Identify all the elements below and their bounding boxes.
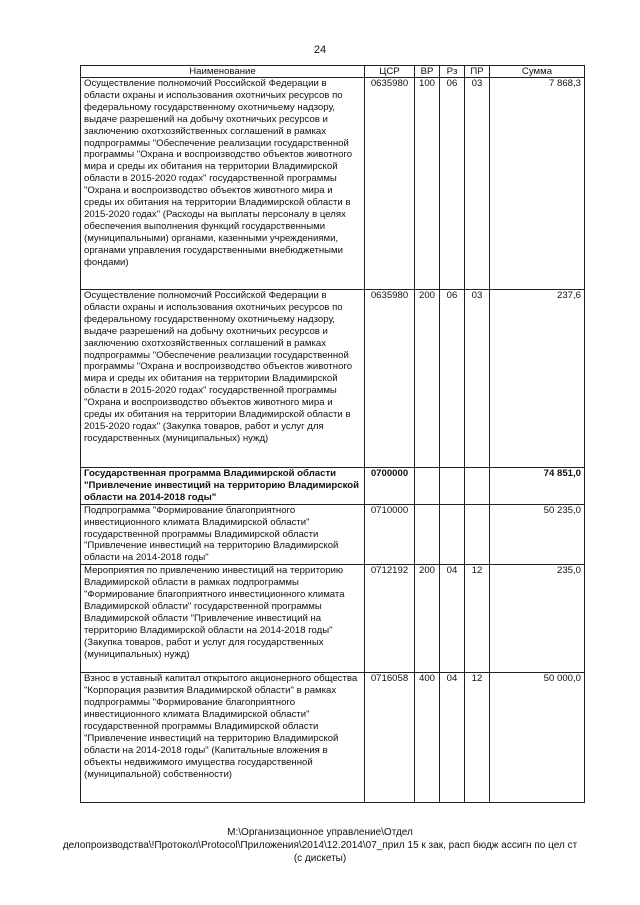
row-csr: 0635980 <box>365 290 415 468</box>
table-row <box>81 468 585 505</box>
row-name: Мероприятия по привлечению инвестиций на территорию Владимирской области в рамках подпрограммы "Формирование благоприятного инвестиционного климата Владимирской области" государственной программы Владимирской области "Привлечение инвестиций на территорию Владимирской области на 2014-2018 годы" (Закупка товаров, работ и услуг для государственных (муниципальных) нужд) <box>81 565 365 673</box>
row-csr: 0710000 <box>365 504 415 565</box>
header-rz: Рз <box>440 66 465 78</box>
footer-line-1: М:\Организационное управление\Отдел <box>227 827 413 838</box>
row-sum: 7 868,3 <box>490 78 585 290</box>
row-vr <box>415 468 440 505</box>
row-csr: 0635980 <box>365 78 415 290</box>
row-pr: 12 <box>465 673 490 803</box>
header-sum: Сумма <box>490 66 585 78</box>
row-csr: 0712192 <box>365 565 415 673</box>
footer-line-2: делопроизводства\!Протокол\Protocol\Приложения\2014\12.2014\07_прил 15 к зак, расп бюдж ассигн по цел ст <box>62 840 578 851</box>
row-rz: 06 <box>440 290 465 468</box>
row-pr: 12 <box>465 565 490 673</box>
row-sum: 235,0 <box>490 565 585 673</box>
footer-line-3: (с дискеты) <box>293 853 347 864</box>
budget-table <box>80 65 585 803</box>
row-name: Государственная программа Владимирской области "Привлечение инвестиций на территорию Владимирской области на 2014-2018 годы" <box>81 468 365 505</box>
row-vr: 100 <box>415 78 440 290</box>
row-vr: 400 <box>415 673 440 803</box>
table-row <box>81 78 585 290</box>
table-row <box>81 565 585 673</box>
row-vr: 200 <box>415 290 440 468</box>
header-pr: ПР <box>465 66 490 78</box>
row-vr <box>415 504 440 565</box>
row-pr <box>465 504 490 565</box>
table-header-row <box>81 66 585 78</box>
row-sum: 74 851,0 <box>490 468 585 505</box>
row-sum: 50 235,0 <box>490 504 585 565</box>
header-name: Наименование <box>81 66 365 78</box>
row-vr: 200 <box>415 565 440 673</box>
row-sum: 237,6 <box>490 290 585 468</box>
row-sum: 50 000,0 <box>490 673 585 803</box>
row-pr: 03 <box>465 78 490 290</box>
row-name: Осуществление полномочий Российской Федерации в области охраны и использования охотничьих ресурсов по федеральному государственному охотничьему надзору, выдаче разрешений на добычу охотничьих ресурсов и заключению охотхозяйственных соглашений в рамках подпрограммы "Обеспечение реализации государственной программы "Охрана и воспроизводство объектов животного мира и среды их обитания на территории Владимирской области в 2015-2020 годах" государственной программы "Охрана и воспроизводство объектов животного мира и среды их обитания на территории Владимирской области в 2015-2020 годах" (Расходы на выплаты персоналу в целях обеспечения выполнения функций государственными (муниципальными) органами, казенными учреждениями, органами управления государственными внебюджетными фондами) <box>81 78 365 290</box>
page-number: 24 <box>313 44 327 56</box>
row-rz <box>440 504 465 565</box>
row-name: Подпрограмма "Формирование благоприятного инвестиционного климата Владимирской области" государственной программы Владимирской области "Привлечение инвестиций на территорию Владимирской области на 2014-2018 годы" <box>81 504 365 565</box>
table-row <box>81 673 585 803</box>
header-vr: ВР <box>415 66 440 78</box>
table-row <box>81 504 585 565</box>
table-row <box>81 290 585 468</box>
row-csr: 0700000 <box>365 468 415 505</box>
row-rz <box>440 468 465 505</box>
row-rz: 04 <box>440 673 465 803</box>
header-csr: ЦСР <box>365 66 415 78</box>
file-path-footer <box>0 826 640 865</box>
row-rz: 06 <box>440 78 465 290</box>
row-pr: 03 <box>465 290 490 468</box>
row-name: Осуществление полномочий Российской Федерации в области охраны и использования охотничьих ресурсов по федеральному государственному охотничьему надзору, выдаче разрешений на добычу охотничьих ресурсов и заключению охотхозяйственных соглашений в рамках подпрограммы "Обеспечение реализации государственной программы "Охрана и воспроизводство объектов животного мира и среды их обитания на территории Владимирской области в 2015-2020 годах" государственной программы "Охрана и воспроизводство объектов животного мира и среды их обитания на территории Владимирской области в 2015-2020 годах" (Закупка товаров, работ и услуг для государственных (муниципальных) нужд) <box>81 290 365 468</box>
row-name: Взнос в уставный капитал открытого акционерного общества "Корпорация развития Владимирской области" в рамках подпрограммы "Формирование благоприятного инвестиционного климата Владимирской области" государственной программы Владимирской области "Привлечение инвестиций на территорию Владимирской области на 2014-2018 годы" (Капитальные вложения в объекты недвижимого имущества государственной (муниципальной) собственности) <box>81 673 365 803</box>
row-pr <box>465 468 490 505</box>
row-rz: 04 <box>440 565 465 673</box>
row-csr: 0716058 <box>365 673 415 803</box>
